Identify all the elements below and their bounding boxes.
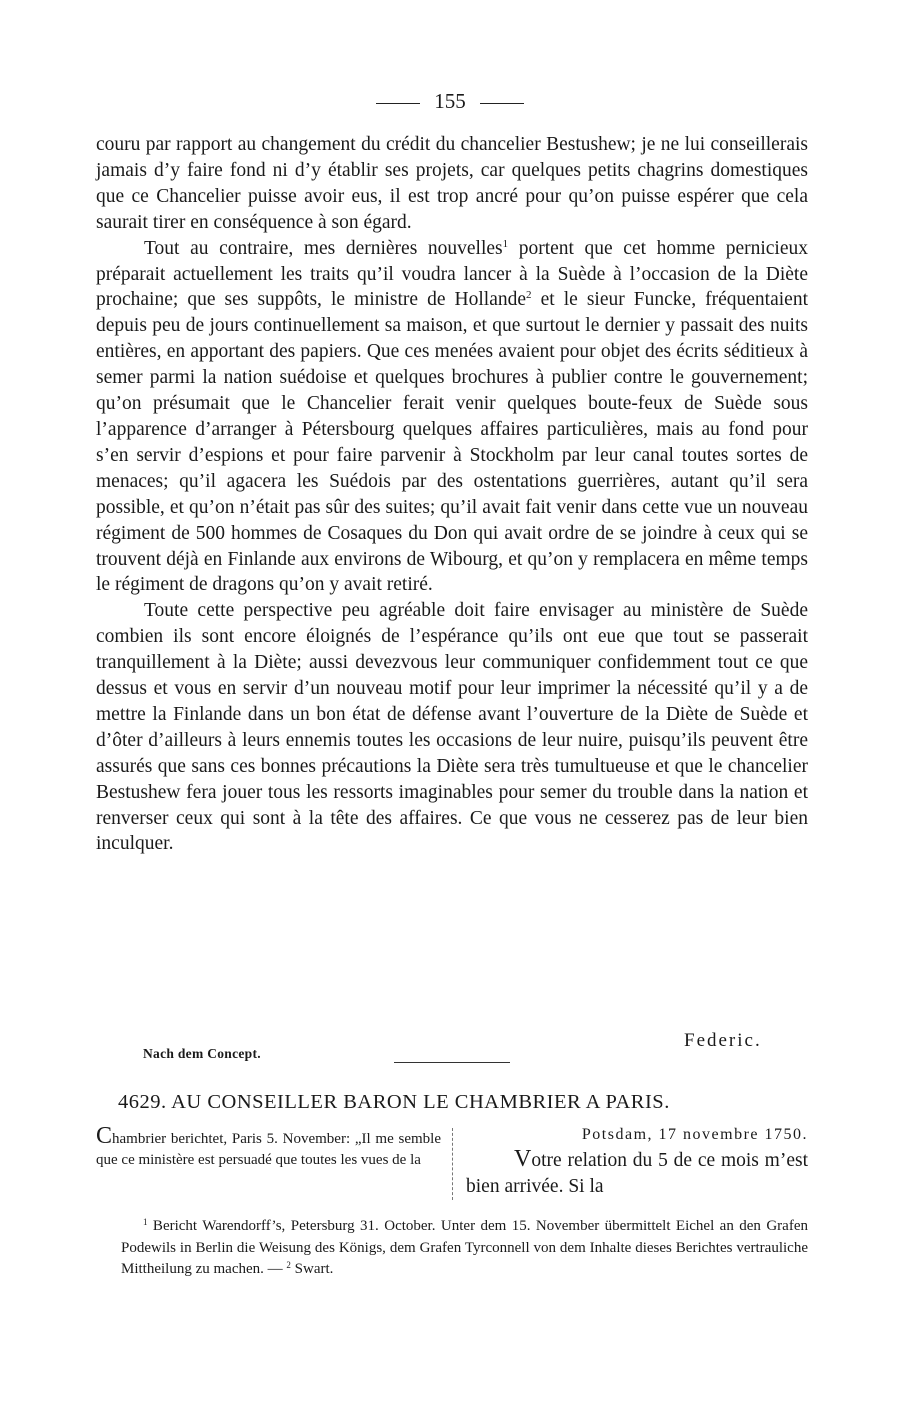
body-initial: V [514,1146,532,1172]
page-number-dash-right [480,103,524,104]
footnote-1 [121,1216,808,1281]
footnote-ref-1: 1 [502,237,509,250]
letter-body [466,1146,808,1200]
letter-summary [96,1123,441,1171]
footnote-2-text: Swart. [290,1261,334,1277]
paragraph-2 [96,236,808,599]
paragraph-2-part-b: portent que cet homme pernicieux préparait actuellement les traits qu’il voudra lancer à la Suède à l’occasion de la Diète prochaine; que ses suppôts, le ministre de Hollande [96,237,809,311]
paragraph-2-part-c: et le sieur Funcke, fréquentaient depuis peu de jours continuellement sa maison, et que surtout le dernier y passait des nuits entières, en apportant des papiers. Que ces menées avaient pour objet des écrits séditieux à semer parmi la nation suédoise et quelques brochures à publier contre le gouvernement; qu’on présumait que le Chancelier ferait venir quelques boute-feux de Suède sous l’apparence d’arranger à Pétersbourg quelques affaires particulières, mais au fond pour s’en servir d’espions et pour faire parvenir à Stockholm par leur canal toutes sortes de menaces; qu’il agacera les Suédois par des ostentations guerrières, autant qu’il sera possible, et qu’on n’était pas sûr des suites; qu’il avait fait venir dans cette vue un nouveau régiment de 500 hommes de Cosaques du Don qui avait ordre de se joindre à ceux qui se trouvent déjà en Finlande aux environs de Wibourg, et qu’on y remplacera en même temps le régiment de dragons qu’on y avait retiré. [96,289,808,596]
letter-opening [466,1124,808,1200]
letter-heading: 4629. AU CONSEILLER BARON LE CHAMBRIER A PARIS. [118,1091,670,1113]
paragraph-3: Toute cette perspective peu agréable doit faire envisager au ministère de Suède combien ils sont encore éloignés de l’espérance qu’ils ont eue que tout se passerait tranquillement à la Diète; aussi devezvous leur communiquer confidemment tout ce que dessus et vous en servir d’un nouveau motif pour leur imprimer la nécessité qu’il y a de mettre la Finlande dans un bon état de défense avant l’ouverture de la Diète de Suède et d’ôter d’ailleurs à leurs ennemis toutes les occasions de leur nuire, puisqu’ils peuvent être assurés que sans ces bonnes précautions la Diète sera très tumultueuse et que le chancelier Bestushew fera jouer tous les ressorts imaginables pour semer du trouble dans la nation et renverser ceux qui sont à la tête des affaires. Ce que vous ne cesserez pas de leur bien inculquer. [96,600,808,855]
page-number-text: 155 [434,89,466,113]
signature: Federic. [684,1030,762,1051]
column-divider [452,1128,453,1200]
body-text: otre relation du 5 de ce mois m’est bien arrivée. Si la [466,1150,808,1197]
paragraph-2-part-a: Tout au contraire, mes dernières nouvelles [144,237,503,259]
footnote-1-text: Bericht Warendorff’s, Petersburg 31. October. Unter dem 15. November übermittelt Eichel an den Grafen Podewils in Berlin die Weisung des Königs, dem Grafen Tyrconnell von dem Inhalte dieses Berichtes vertrauliche Mittheilung zu machen. — [121,1218,808,1277]
footnote-1-marker: 1 [143,1217,148,1227]
main-letter-text [96,132,808,857]
section-separator [394,1062,510,1063]
dateline: Potsdam, 17 novembre 1750. [581,1126,808,1143]
footnote-ref-2: 2 [526,289,532,302]
footnote-2-marker: 2 [286,1260,291,1270]
paragraph-1: couru par rapport au changement du crédit du chancelier Bestushew; je ne lui conseillerais jamais d’y faire fond ni d’y établir ses projets, car quelques petits chagrins domestiques que ce Chancelier puisse avoir eus, il est trop ancré pour qu’on puisse espérer que cela saurait tirer en conséquence à son égard. [96,134,808,233]
page-number [0,88,900,114]
source-note: Nach dem Concept. [143,1046,261,1061]
summary-text: hambrier berichtet, Paris 5. November: „Il me semble que ce ministère est persuadé que toutes les vues de la [96,1131,441,1168]
page-number-dash-left [376,103,420,104]
footnotes [121,1216,808,1281]
summary-initial: C [96,1123,113,1149]
